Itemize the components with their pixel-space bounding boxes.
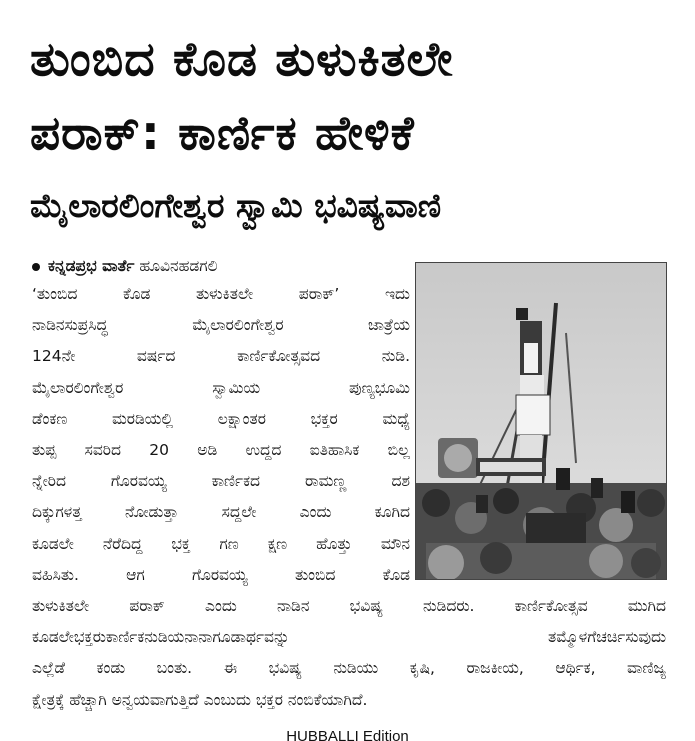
edition-footer: HUBBALLI Edition [286, 728, 409, 741]
article-line: ಮೈಲಾರಲಿಂಗೇಶ್ವರ ಸ್ವಾಮಿಯ ಪುಣ್ಯಭೂಮಿ [32, 378, 410, 397]
article-line: ದಿಕ್ಕುಗಳತ್ತ ನೋಡುತ್ತಾ ಸದ್ದಲೇ ಎಂದು ಕೂಗಿದ [32, 503, 410, 522]
byline-place: ಹೂವಿನಹಡಗಲಿ [139, 257, 218, 275]
article-line: ನಾಡಿನಸುಪ್ರಸಿದ್ಧ ಮೈಲಾರಲಿಂಗೇಶ್ವರ ಜಾತ್ರೆಯ [32, 316, 410, 335]
article-line: ತುಳುಕಿತಲೇ ಪರಾಕ್ ಎಂದು ನಾಡಿನ ಭವಿಷ್ಯ ನುಡಿದರು. ಕಾರ್ಣಿಕೋತ್ಸವ ಮುಗಿದ [32, 597, 666, 615]
article-line: ನ್ನೇರಿದ ಗೊರವಯ್ಯ ಕಾರ್ಣಿಕದ ರಾಮಣ್ಣ ದಶ [32, 472, 410, 491]
article-line: ಕ್ಷೇತ್ರಕ್ಕೆ ಹೆಚ್ಚಾಗಿ ಅನ್ವಯವಾಗುತ್ತಿದೆ ಎಂಬುದು ಭಕ್ತರ ನಂಬಿಕೆಯಾಗಿದೆ. [32, 690, 368, 709]
festival-crowd-photo-icon [416, 263, 666, 579]
headline-line-1: ತುಂಬಿದ ಕೊಡ ತುಳುಕಿತಲೇ [30, 32, 454, 87]
subheadline: ಮೈಲಾರಲಿಂಗೇಶ್ವರ ಸ್ವಾಮಿ ಭವಿಷ್ಯವಾಣಿ [30, 186, 442, 225]
article-line: ಎಲ್ಲೆಡೆ ಕಂಡು ಬಂತು. ಈ ಭವಿಷ್ಯ ನುಡಿಯು ಕೃಷಿ, ರಾಜಕೀಯ, ಆರ್ಥಿಕ, ವಾಣಿಜ್ಯ [32, 659, 666, 678]
article-line: ತುಪ್ಪ ಸವರಿದ 20 ಅಡಿ ಉದ್ದದ ಐತಿಹಾಸಿಕ ಬಿಲ್ಲ [32, 441, 410, 459]
article-line: ‘ತುಂಬಿದ ಕೊಡ ತುಳುಕಿತಲೇ ಪರಾಕ್’ ಇದು [32, 285, 410, 303]
article-line: 124ನೇ ವರ್ಷದ ಕಾರ್ಣಿಕೋತ್ಸವದ ನುಡಿ. [32, 347, 410, 366]
bullet-icon [32, 263, 40, 271]
article-line: ಕೂಡಲೇ ನೆರೆದಿದ್ದ ಭಕ್ತ ಗಣ ಕ್ಷಣ ಹೊತ್ತು ಮೌನ [32, 534, 410, 553]
article-line: ಕೂಡಲೇಭಕ್ತರುಕಾರ್ಣಿಕನುಡಿಯನಾನಾಗೂಡಾರ್ಥವನ್ನು ತಮ್ಮೊಳಗೆಚರ್ಚಿಸುವುದು [32, 628, 666, 647]
article-line: ಡೆಂಕಣ ಮರಡಿಯಲ್ಲಿ ಲಕ್ಷಾಂತರ ಭಕ್ತರ ಮಧ್ಯೆ [32, 409, 410, 428]
headline-line-2: ಪರಾಕ್: ಕಾರ್ಣಿಕ ಹೇಳಿಕೆ [30, 106, 415, 161]
article-line: ವಹಿಸಿತು. ಆಗ ಗೊರವಯ್ಯ ತುಂಬಿದ ಕೊಡ [32, 565, 410, 584]
news-photo [415, 262, 667, 580]
byline [32, 254, 218, 279]
byline-source: ಕನ್ನಡಪ್ರಭ ವಾರ್ತೆ [48, 257, 135, 275]
